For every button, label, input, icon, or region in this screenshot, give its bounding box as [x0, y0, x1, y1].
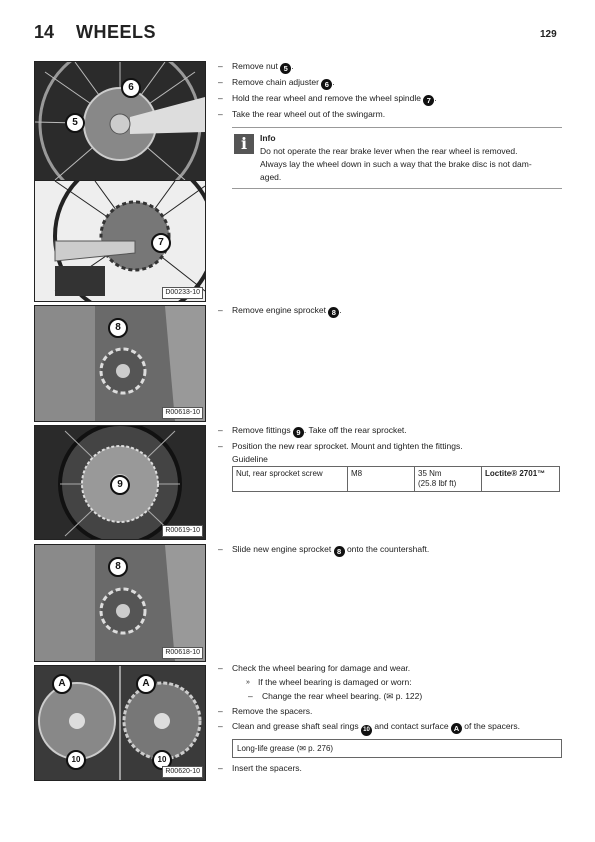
section-rear-sprocket: [218, 424, 562, 492]
callout-10-right: 10: [152, 750, 172, 770]
badge-8: 8: [334, 546, 345, 557]
photo-new-engine-sprocket: [34, 544, 206, 662]
info-box: [232, 127, 562, 189]
info-icon: i: [234, 134, 254, 154]
condition-line: » If the wheel bearing is damaged or worn:: [246, 677, 412, 687]
condition-marker-icon: »: [246, 679, 250, 686]
step-remove-fittings: – Remove fittings 9 . Take off the rear sprocket.: [218, 424, 562, 438]
step-remove-nut: – Remove nut 5 .: [218, 60, 562, 74]
photo-rear-sprocket: [34, 425, 206, 540]
callout-a-left: A: [52, 674, 72, 694]
step-remove-chain-adjuster: – Remove chain adjuster 6 .: [218, 76, 562, 90]
step-position-sprocket: – Position the new rear sprocket. Mount and tighten the fittings.: [218, 440, 562, 453]
table-cell-name: Nut, rear sprocket screw: [233, 467, 348, 492]
callout-a-right: A: [136, 674, 156, 694]
photo-engine-sprocket: [34, 305, 206, 422]
chapter-title: WHEELS: [76, 22, 157, 42]
step-remove-engine-sprocket: – Remove engine sprocket 8 .: [218, 304, 562, 318]
step-clean-grease: – Clean and grease shaft seal rings 10 and contact surface A of the spacers.: [218, 720, 562, 736]
badge-8: 8: [328, 307, 339, 318]
info-line: Do not operate the rear brake lever when the rear wheel is removed.: [260, 146, 518, 156]
badge-7: 7: [423, 95, 434, 106]
image-code: R00618-10: [162, 647, 203, 659]
section-slide-sprocket: [218, 543, 562, 557]
step-take-out-wheel: – Take the rear wheel out of the swingarm.: [218, 108, 562, 121]
grease-box: Long-life grease (✉ p. 276): [232, 739, 562, 758]
image-code: D00233-10: [162, 287, 203, 299]
section-remove-engine-sprocket: [218, 304, 562, 318]
info-line: Always lay the wheel down in such a way that the brake disc is not dam-: [260, 159, 532, 169]
step-remove-spacers: – Remove the spacers.: [218, 705, 562, 718]
wheel-illustration-2: [35, 181, 205, 301]
wheel-illustration-1: [35, 62, 205, 180]
step-remove-spindle: – Hold the rear wheel and remove the wheel spindle 7 .: [218, 92, 562, 106]
callout-10-left: 10: [66, 750, 86, 770]
image-code: R00619-10: [162, 525, 203, 537]
info-line: aged.: [260, 172, 282, 182]
callout-5: 5: [65, 113, 85, 133]
callout-6: 6: [121, 78, 141, 98]
badge-9: 9: [293, 427, 304, 438]
page-number: 129: [540, 29, 557, 40]
image-code: R00620-10: [162, 766, 203, 778]
table-cell-product: Loctite® 2701™: [482, 467, 560, 492]
torque-table: [232, 466, 560, 492]
photo-rear-wheel-nut: [34, 61, 206, 181]
table-row: [233, 467, 560, 492]
section-remove-wheel: [218, 60, 562, 189]
badge-10: 10: [361, 725, 372, 736]
info-title: Info: [260, 133, 276, 143]
step-insert-spacers: – Insert the spacers.: [218, 762, 562, 775]
callout-8: 8: [108, 318, 128, 338]
image-code: R00618-10: [162, 407, 203, 419]
callout-9: 9: [110, 475, 130, 495]
section-wheel-bearing: [218, 662, 562, 775]
badge-5: 5: [280, 63, 291, 74]
step-check-bearing: – Check the wheel bearing for damage and wear.: [218, 662, 562, 675]
table-cell-torque: 35 Nm (25.8 lbf ft): [415, 467, 482, 492]
photo-wheel-bearing: [34, 665, 206, 781]
badge-a: A: [451, 723, 462, 734]
step-slide-engine-sprocket: – Slide new engine sprocket 8 onto the countershaft.: [218, 543, 562, 557]
chapter-number: 14: [34, 22, 55, 42]
action-change-bearing: – Change the rear wheel bearing. (✉ p. 122): [218, 690, 562, 703]
table-cell-size: M8: [348, 467, 415, 492]
callout-8: 8: [108, 557, 128, 577]
badge-6: 6: [321, 79, 332, 90]
guideline-label: Guideline: [232, 454, 268, 464]
photo-rear-wheel-spindle: [34, 180, 206, 302]
callout-7: 7: [151, 233, 171, 253]
